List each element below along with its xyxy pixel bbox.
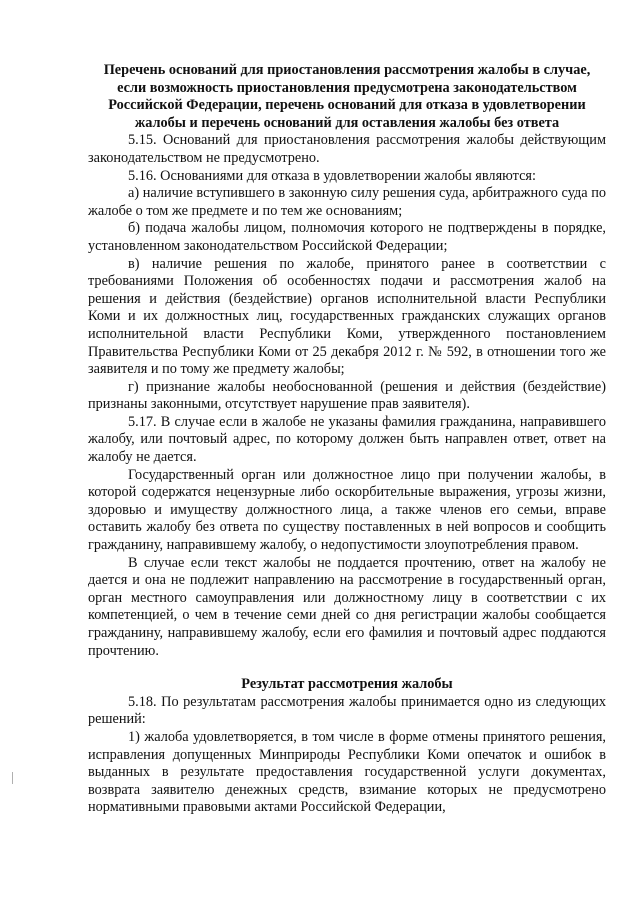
paragraph-5-16-v: в) наличие решения по жалобе, принятого ранее в соответствии с требованиями Положения об особенностях подачи и рассмотрения жалоб на решения и действия (бездействие) органов исполнительной власти Республики Коми и их должностных лиц, государственных гражданских служащих органов исполнительной власти Республики Коми, утвержденного постановлением Правительства Республики Коми от 25 декабря 2012 г. № 592, в отношении того же заявителя и по тому же предмету жалобы;: [88, 255, 606, 378]
paragraph-5-16-b: б) подача жалобы лицом, полномочия которого не подтверждены в порядке, установленном законодательством Российской Федерации;: [88, 220, 606, 254]
paragraph-5-17-abuse: Государственный орган или должностное лицо при получении жалобы, в которой содержатся нецензурные либо оскорбительные выражения, угрозы жизни, здоровью и имуществу должностного лица, а также членов его семьи, вправе оставить жалобу без ответа по существу поставленных в ней вопросов и сообщить гражданину, направившему жалобу, о недопустимости злоупотребления правом.: [88, 466, 606, 554]
document-page: [88, 62, 606, 817]
section-title-result: Результат рассмотрения жалобы: [241, 676, 453, 693]
paragraph-5-18: 5.18. По результатам рассмотрения жалобы принимается одно из следующих решений:: [88, 693, 606, 728]
paragraph-5-16-g: г) признание жалобы необоснованной (решения и действия (бездействие) признаны законными, отсутствует нарушение прав заявителя).: [88, 378, 606, 413]
paragraph-5-15: 5.15. Оснований для приостановления рассмотрения жалобы действующим законодательством не предусмотрено.: [88, 132, 606, 166]
document-heading: Перечень оснований для приостановления рассмотрения жалобы в случае, если возможность приостановления предусмотрена законодательством Российской Федерации, перечень оснований для отказа в удовлетворении жалобы и перечень оснований для оставления жалобы без ответа: [103, 62, 591, 131]
paragraph-5-17-unreadable: В случае если текст жалобы не поддается прочтению, ответ на жалобу не дается и она не подлежит направлению на рассмотрение в государственный орган, орган местного самоуправления или должностному лицу в соответствии с их компетенцией, о чем в течение семи дней со дня регистрации жалобы сообщается гражданину, направившему жалобу, если его фамилия и почтовый адрес поддаются прочтению.: [88, 554, 606, 659]
paragraph-5-17: 5.17. В случае если в жалобе не указаны фамилия гражданина, направившего жалобу, или почтовый адрес, по которому должен быть направлен ответ, ответ на жалобу не дается.: [88, 413, 606, 466]
paragraph-5-16-a: а) наличие вступившего в законную силу решения суда, арбитражного суда по жалобе о том же предмете и по тем же основаниям;: [88, 185, 606, 219]
margin-mark: [12, 772, 13, 784]
paragraph-5-18-1: 1) жалоба удовлетворяется, в том числе в форме отмены принятого решения, исправления допущенных Минприроды Республики Коми опечаток и ошибок в выданных в результате предоставления государственной услуги документах, возврата заявителю денежных средств, взимание которых не предусмотрено нормативными правовыми актами Российской Федерации,: [88, 728, 606, 816]
paragraph-5-16: 5.16. Основаниями для отказа в удовлетворении жалобы являются:: [128, 167, 536, 184]
